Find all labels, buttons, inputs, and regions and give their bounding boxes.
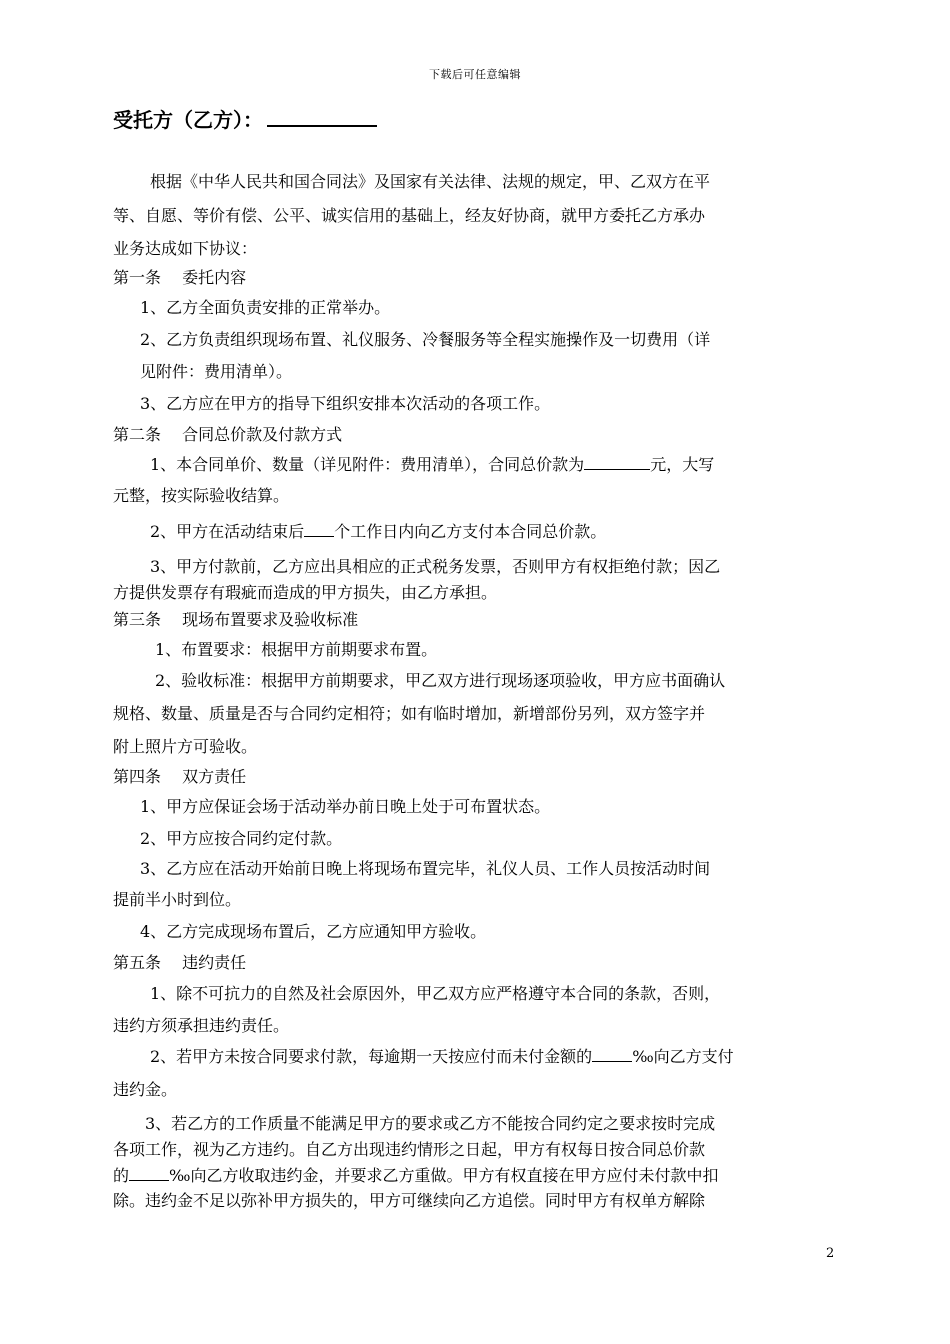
clause-text: 1、甲方应保证会场于活动举办前日晚上处于可布置状态。 <box>140 797 551 816</box>
clause-segment: 2、甲方在活动结束后 <box>150 522 305 541</box>
clause-text: 提前半小时到位。 <box>113 890 242 909</box>
clause-text: 3、若乙方的工作质量不能满足甲方的要求或乙方不能按合同约定之要求按时完成 <box>145 1114 716 1133</box>
clause-text: 1、除不可抗力的自然及社会原因外，甲乙双方应严格遵守本合同的条款，否则， <box>150 984 721 1003</box>
intro-line: 等、自愿、等价有偿、公平、诚实信用的基础上，经友好协商，就甲方委托乙方承办 <box>113 206 706 225</box>
rate-blank <box>592 1047 632 1062</box>
clause-text: 1、乙方全面负责安排的正常举办。 <box>140 298 391 317</box>
clause-text <box>113 1166 719 1186</box>
clause-text: 方提供发票存有瑕疵而造成的甲方损失，由乙方承担。 <box>113 583 498 602</box>
header-note: 下载后可任意编辑 <box>429 68 521 81</box>
clause-segment: 1、本合同单价、数量（详见附件：费用清单），合同总价款为 <box>150 455 585 474</box>
clause-text: 2、甲方应按合同约定付款。 <box>140 829 343 848</box>
clause-text: 3、甲方付款前，乙方应出具相应的正式税务发票，否则甲方有权拒绝付款；因乙 <box>150 557 721 576</box>
clause-segment: ‰向乙方支付 <box>632 1047 734 1066</box>
clause-segment: ‰向乙方收取违约金，并要求乙方重做。甲方有权直接在甲方应付未付款中扣 <box>169 1166 719 1185</box>
clause-text: 2、验收标准：根据甲方前期要求，甲乙双方进行现场逐项验收，甲方应书面确认 <box>155 671 726 690</box>
clause-text: 4、乙方完成现场布置后，乙方应通知甲方验收。 <box>140 922 487 941</box>
clause-text <box>150 1047 734 1067</box>
price-blank <box>584 455 650 470</box>
party-b-blank <box>267 107 377 127</box>
clause-text: 违约方须承担违约责任。 <box>113 1016 290 1035</box>
article-title: 第四条 双方责任 <box>113 767 247 786</box>
clause-text <box>150 522 606 542</box>
clause-segment: 个工作日内向乙方支付本合同总价款。 <box>334 522 607 541</box>
rate-blank <box>129 1166 169 1181</box>
clause-text: 违约金。 <box>113 1080 178 1099</box>
clause-text: 见附件：费用清单）。 <box>140 362 293 381</box>
clause-text: 附上照片方可验收。 <box>113 737 258 756</box>
article-title: 第一条 委托内容 <box>113 268 247 287</box>
intro-line: 根据《中华人民共和国合同法》及国家有关法律、法规的规定，甲、乙双方在平 <box>150 172 711 191</box>
clause-text: 3、乙方应在甲方的指导下组织安排本次活动的各项工作。 <box>140 394 551 413</box>
clause-segment: 元，大写 <box>650 455 715 474</box>
clause-segment: 的 <box>113 1166 130 1185</box>
days-blank <box>304 522 334 537</box>
party-b-line <box>113 104 377 133</box>
page-number: 2 <box>826 1246 835 1261</box>
clause-text: 除。违约金不足以弥补甲方损失的，甲方可继续向乙方追偿。同时甲方有权单方解除 <box>113 1191 706 1210</box>
article-title: 第五条 违约责任 <box>113 953 247 972</box>
intro-line: 业务达成如下协议： <box>113 239 258 258</box>
party-b-label: 受托方（乙方）： <box>113 108 263 132</box>
clause-text: 规格、数量、质量是否与合同约定相符；如有临时增加，新增部份另列，双方签字并 <box>113 704 706 723</box>
clause-text: 元整，按实际验收结算。 <box>113 486 290 505</box>
clause-text <box>150 455 714 475</box>
article-title: 第三条 现场布置要求及验收标准 <box>113 610 359 629</box>
clause-text: 各项工作，视为乙方违约。自乙方出现违约情形之日起，甲方有权每日按合同总价款 <box>113 1140 706 1159</box>
clause-text: 2、乙方负责组织现场布置、礼仪服务、冷餐服务等全程实施操作及一切费用（详 <box>140 330 711 349</box>
article-title: 第二条 合同总价款及付款方式 <box>113 425 343 444</box>
clause-text: 3、乙方应在活动开始前日晚上将现场布置完毕，礼仪人员、工作人员按活动时间 <box>140 859 711 878</box>
clause-segment: 2、若甲方未按合同要求付款，每逾期一天按应付而未付金额的 <box>150 1047 593 1066</box>
clause-text: 1、布置要求：根据甲方前期要求布置。 <box>155 640 438 659</box>
